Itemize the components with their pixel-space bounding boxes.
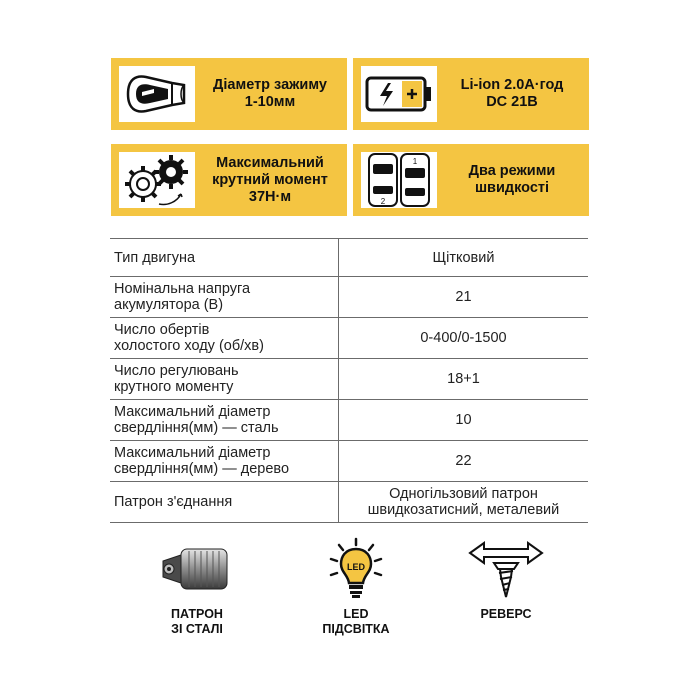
spec-value-line: 10 [455,412,472,428]
gears-icon [119,152,195,208]
spec-param-line: Число обертів [114,322,210,338]
feature-card-speed-modes [353,144,589,216]
spec-value-line: 22 [455,453,472,469]
spec-param [110,482,339,523]
spec-param-line: Число регулювань [114,363,239,379]
spec-param-line: Номінальна напруга [114,281,251,297]
table-row [110,400,588,441]
spec-param [110,277,339,318]
spec-param [110,441,339,482]
card-line: 1-10мм [244,94,296,110]
card-text [439,58,585,130]
feature-led-light [296,535,416,637]
card-line: Максимальний [216,154,324,171]
card-line: 37Н·м [248,188,292,205]
table-row [110,277,588,318]
feature-label-line: LED [343,607,369,621]
feature-label-line: РЕВЕРС [480,607,532,621]
feature-label [137,607,257,637]
feature-label [296,607,416,637]
table-row [110,239,588,277]
feature-label-line: ПІДСВІТКА [322,622,390,636]
card-line: Діаметр зажиму [213,77,327,93]
spec-param [110,318,339,359]
battery-icon [361,66,437,122]
spec-param [110,400,339,441]
card-line: DC 21B [486,94,538,110]
card-text [197,58,343,130]
chuck-icon [119,66,195,122]
steel-chuck-icon [137,535,257,603]
spec-param-line: крутного моменту [114,379,234,395]
spec-value-line: Щітковий [432,249,495,266]
spec-value-line: Одногільзовий патрон [389,486,538,502]
table-row [110,482,588,523]
two-cars-icon [361,152,437,208]
spec-param-line: Патрон з'єднання [114,494,233,510]
spec-param-line: холостого ходу (об/хв) [114,338,264,354]
spec-param [110,359,339,400]
spec-param-line: свердління(мм) — сталь [114,420,279,436]
spec-param-line: Максимальний діаметр [114,445,271,461]
spec-value-line: 21 [455,289,472,305]
spec-value [339,277,589,318]
spec-value-line: 18+1 [447,371,480,387]
bulb-text: LED [347,562,365,572]
table-row [110,359,588,400]
feature-reverse [446,535,566,622]
feature-label-line: ЗІ СТАЛІ [171,622,223,636]
spec-param-line: Максимальний діаметр [114,404,271,420]
feature-card-clamp-diameter [111,58,347,130]
spec-value [339,441,589,482]
spec-value-line: швидкозатисний, металевий [367,502,560,518]
card-line: крутний момент [212,171,328,188]
spec-value [339,318,589,359]
spec-param [110,239,339,277]
feature-card-battery [353,58,589,130]
table-row [110,441,588,482]
spec-param-line: свердління(мм) — дерево [114,461,290,477]
spec-value [339,239,589,277]
feature-label-line: ПАТРОН [171,607,223,621]
car-number-label: 1 [412,157,418,166]
feature-steel-chuck [137,535,257,637]
spec-value [339,359,589,400]
led-bulb-icon [296,535,416,603]
spec-value-line: 0-400/0-1500 [420,330,507,346]
card-text [439,144,585,216]
specs-table [110,238,588,523]
card-line: Li-ion 2.0А·год [460,77,564,93]
feature-label [446,607,566,622]
feature-card-torque [111,144,347,216]
spec-param-line: Тип двигуна [114,249,196,266]
spec-value [339,400,589,441]
car-number-label: 2 [380,197,386,206]
spec-param-line: акумулятора (В) [114,297,224,313]
spec-value [339,482,589,523]
table-row [110,318,588,359]
card-line: Два режими [468,163,556,179]
reverse-arrows-icon [446,535,566,603]
card-text [197,144,343,216]
card-line: швидкості [474,180,550,196]
